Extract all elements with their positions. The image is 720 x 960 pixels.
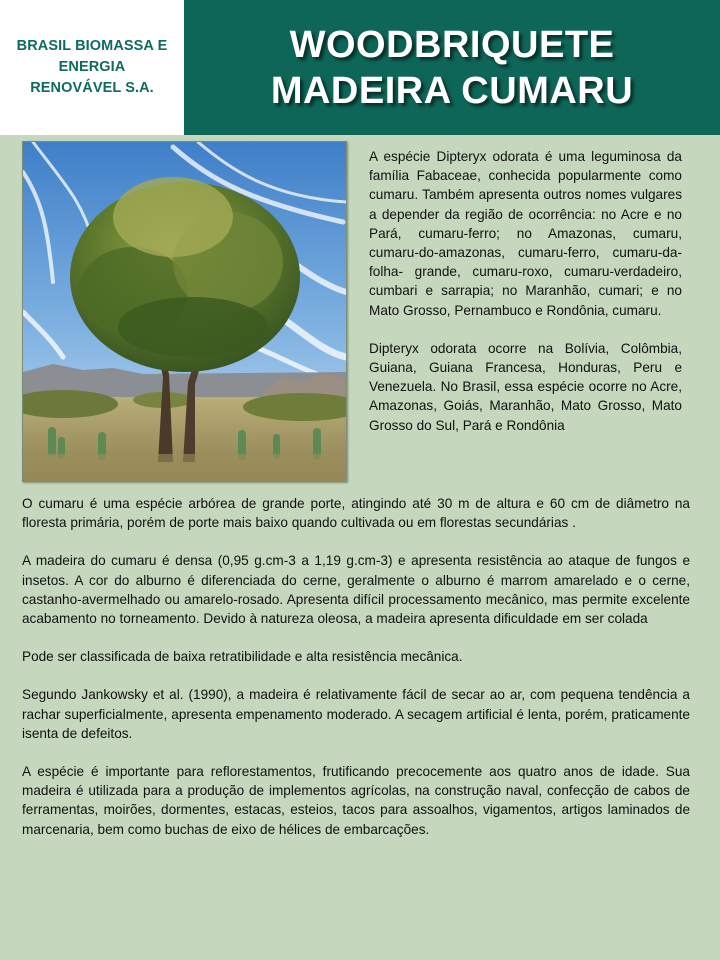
title-banner <box>184 0 720 135</box>
paragraph: A espécie é importante para reflorestamentos, frutificando precocemente aos quatro anos de idade. Sua madeira é utilizada para a produção de implementos agrícolas, na construção naval, confecção de cabos de ferramentas, moirões, dormentes, estacas, esteios, tacos para assoalhos, vigamentos, artigos laminados de marcenaria, bem como buchas de eixo de hélices de embarcações. <box>22 764 690 837</box>
paragraph: Segundo Jankowsky et al. (1990), a madeira é relativamente fácil de secar ao ar, com pequena tendência a rachar superficialmente, apresenta empenamento moderado. A secagem artificial é lenta, porém, praticamente isenta de defeitos. <box>22 687 690 741</box>
species-description <box>369 147 682 454</box>
paragraph: Dipteryx odorata ocorre na Bolívia, Colômbia, Guiana, Guiana Francesa, Honduras, Peru e Venezuela. No Brasil, essa espécie ocorre no Acre, Amazonas, Goiás, Maranhão, Mato Grosso, Mato Grosso do Sul, Pará e Rondônia <box>369 340 682 433</box>
paragraph: O cumaru é uma espécie arbórea de grande porte, atingindo até 30 m de altura e 60 cm de diâmetro na floresta primária, porém de porte mais baixo quando cultivada ou em florestas secundárias . <box>22 496 690 531</box>
paragraph: Pode ser classificada de baixa retratibilidade e alta resistência mecânica. <box>22 649 463 665</box>
company-name-line: RENOVÁVEL S.A. <box>30 80 154 96</box>
paragraph: A espécie Dipteryx odorata é uma leguminosa da família Fabaceae, conhecida popularmente como cumaru. Também apresenta outros nomes vulgares a depender da região de ocorrência: no Acre e no Pará, cumaru-ferro; no Amazonas, cumaru, cumaru-do-amazonas, cumaru-ferro, cumaru-da-folha- grande, cumaru-roxo, cumaru-verdadeiro, cumbari e sarrapia; no Maranhão, cumari; e no Mato Grosso, Pernambuco e Rondônia, cumaru. <box>369 149 682 318</box>
page-title-line: MADEIRA CUMARU <box>270 69 634 112</box>
company-name <box>7 36 177 99</box>
paragraph: A madeira do cumaru é densa (0,95 g.cm-3 a 1,19 g.cm-3) e apresenta resistência ao ataque de fungos e insetos. A cor do alburno é diferenciada do cerne, geralmente o alburno é marrom amarelado e o cerne, castanho-avermelhado ou amarelo-rosado. Apresenta difícil processamento mecânico, mas permite excelente acabamento no torneamento. Devido à natureza oleosa, a madeira apresenta dificuldade em ser colada <box>22 553 690 627</box>
main-body-text <box>22 494 690 858</box>
company-name-line: ENERGIA <box>58 59 126 75</box>
cumaru-tree-photo <box>22 141 347 482</box>
company-logo-box <box>0 0 184 135</box>
page-header <box>0 0 720 135</box>
page-title-line: WOODBRIQUETE <box>289 23 615 66</box>
company-name-line: BRASIL BIOMASSA E <box>16 38 168 54</box>
